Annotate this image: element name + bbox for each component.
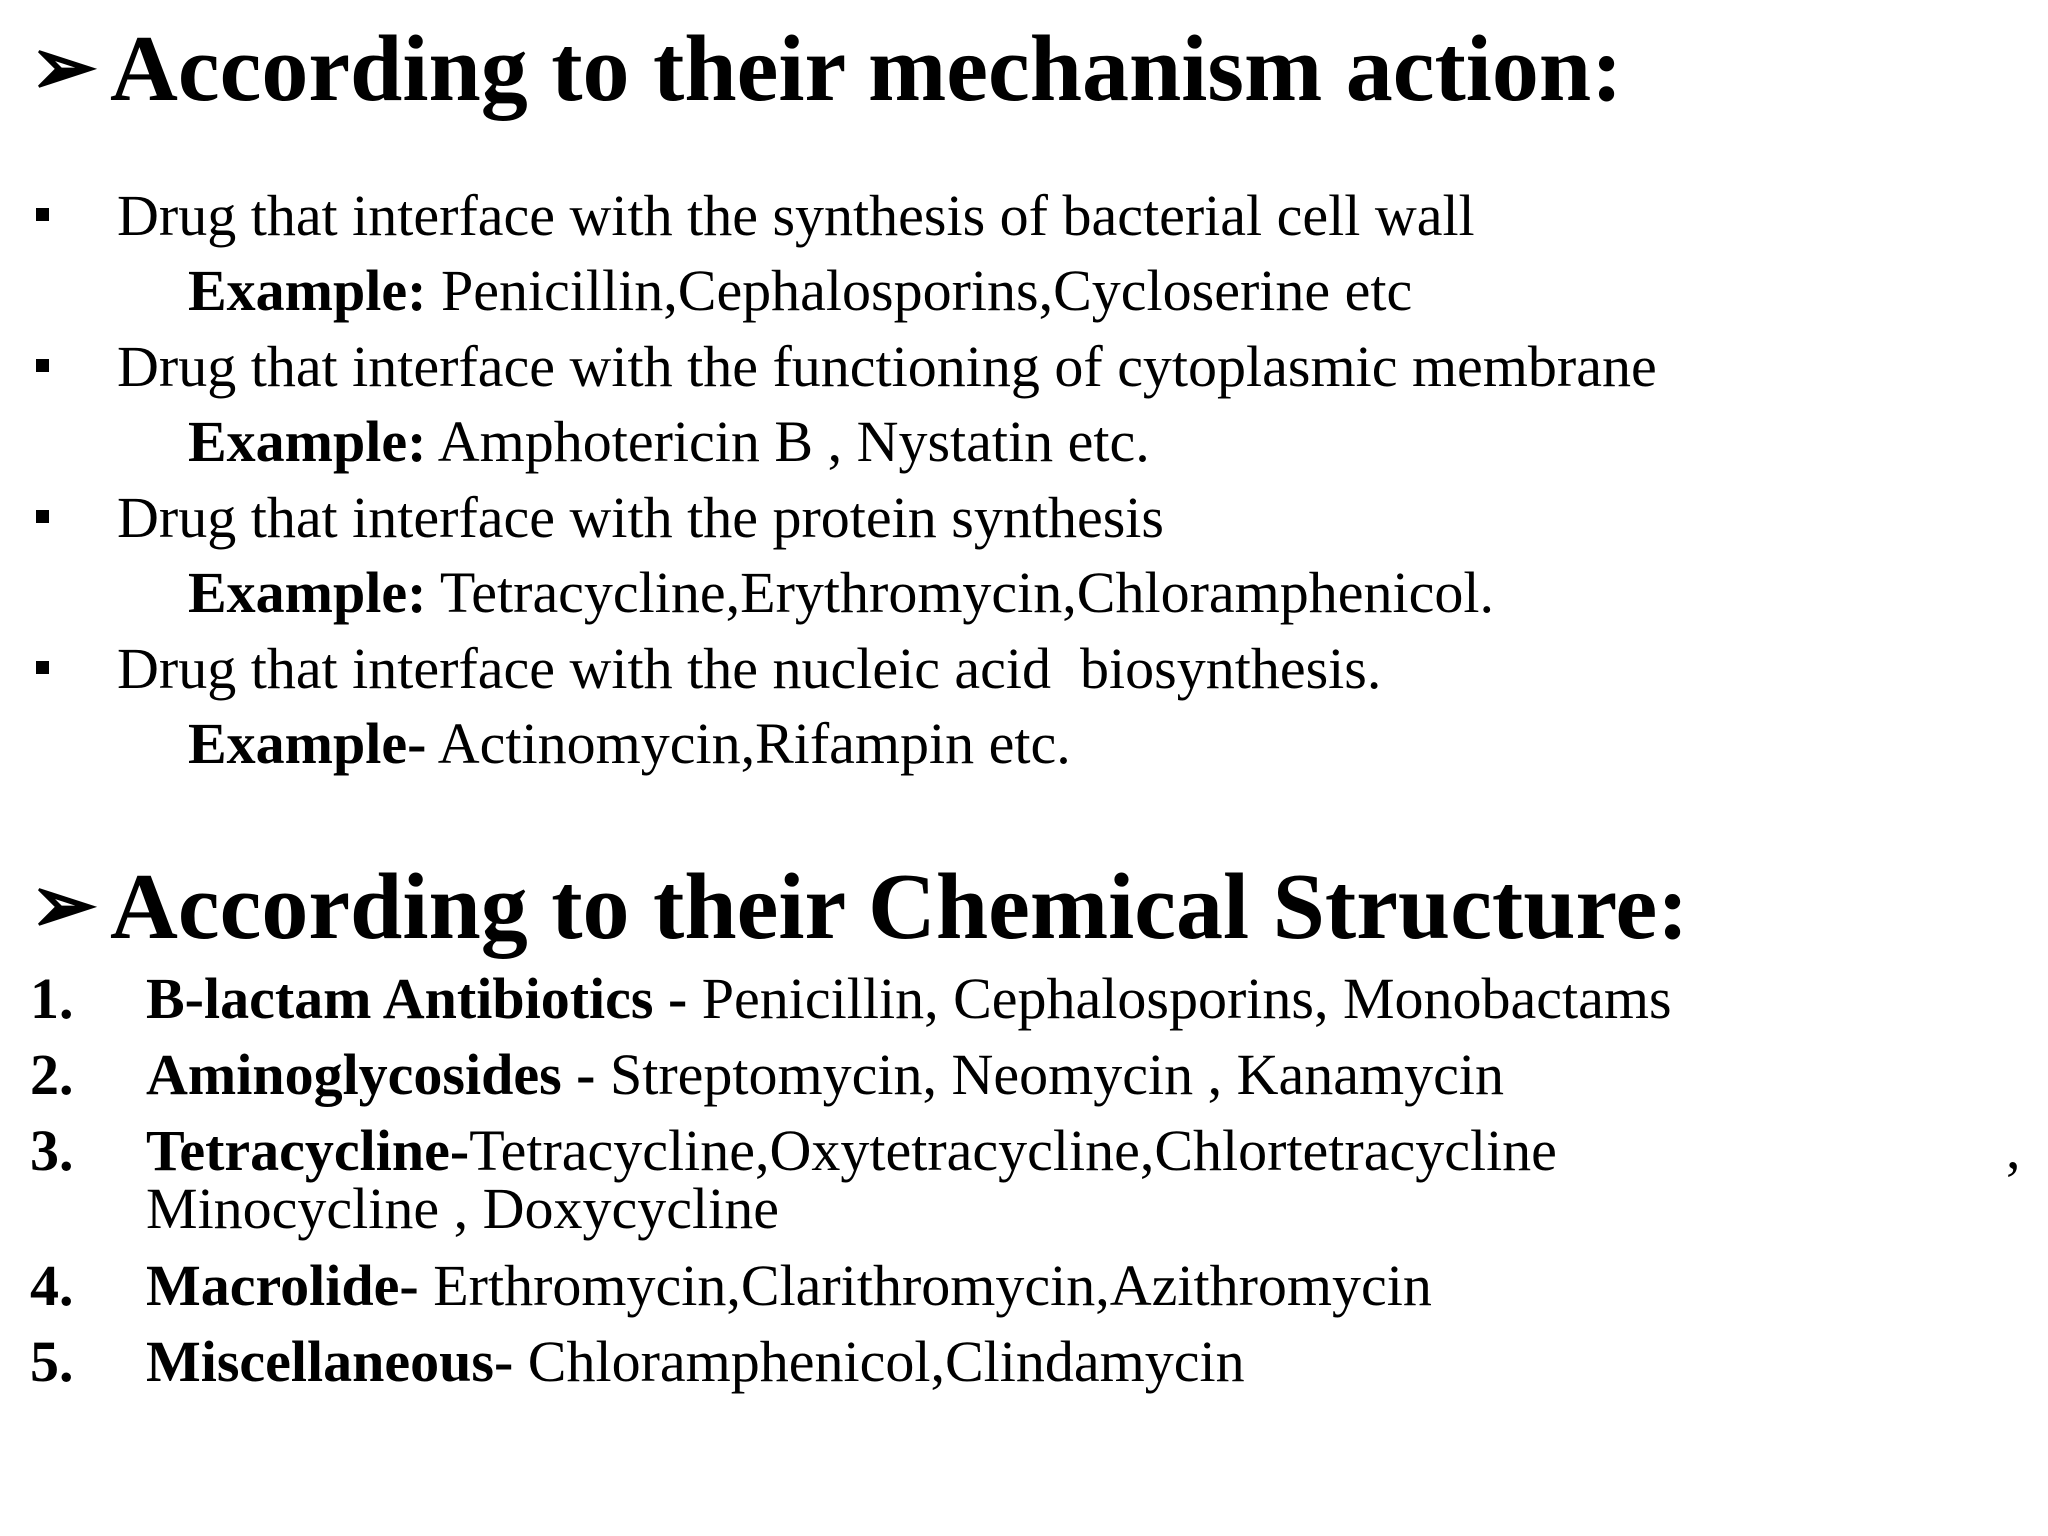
heading-text: According to their mechanism action: bbox=[110, 17, 1623, 121]
class-label: Tetracycline- bbox=[146, 1118, 470, 1183]
mechanism-example bbox=[188, 409, 1150, 474]
heading-mechanism-action bbox=[30, 17, 1623, 121]
mechanism-example bbox=[188, 711, 1071, 776]
arrow-bullet-icon: ➢ bbox=[30, 24, 98, 112]
example-text: Tetracycline,Erythromycin,Chloramphenicol. bbox=[426, 560, 1494, 625]
square-bullet-icon bbox=[36, 661, 49, 674]
heading-chemical-structure bbox=[30, 855, 1689, 959]
mechanism-item bbox=[30, 485, 1164, 550]
example-label: Example- bbox=[188, 711, 427, 776]
square-bullet-icon bbox=[36, 208, 49, 221]
example-label: Example: bbox=[188, 258, 427, 323]
mechanism-item-text: Drug that interface with the nucleic acid biosynthesis. bbox=[117, 636, 1382, 701]
class-label: Aminoglycosides - bbox=[146, 1042, 610, 1107]
item-number: 2. bbox=[30, 1042, 74, 1107]
mechanism-item-text: Drug that interface with the functioning of cytoplasmic membrane bbox=[117, 334, 1657, 399]
class-examples-continued: Minocycline , Doxycycline bbox=[146, 1176, 779, 1241]
mechanism-item bbox=[30, 636, 1382, 701]
trailing-comma: , bbox=[2006, 1116, 2021, 1181]
example-text: Actinomycin,Rifampin etc. bbox=[426, 711, 1071, 776]
mechanism-example bbox=[188, 258, 1413, 323]
example-text: Penicillin,Cephalosporins,Cycloserine etc bbox=[426, 258, 1413, 323]
class-examples: Streptomycin, Neomycin , Kanamycin bbox=[610, 1042, 1504, 1107]
example-text: Amphotericin B , Nystatin etc. bbox=[426, 409, 1150, 474]
mechanism-item-text: Drug that interface with the protein synthesis bbox=[117, 485, 1164, 550]
class-examples: Chloramphenicol,Clindamycin bbox=[527, 1329, 1245, 1394]
class-label: Miscellaneous- bbox=[146, 1329, 528, 1394]
class-examples: Penicillin, Cephalosporins, Monobactams bbox=[701, 966, 1672, 1031]
mechanism-example bbox=[188, 560, 1494, 625]
example-label: Example: bbox=[188, 409, 427, 474]
mechanism-item bbox=[30, 183, 1475, 248]
square-bullet-icon bbox=[36, 359, 49, 372]
mechanism-item bbox=[30, 334, 1657, 399]
class-examples: Tetracycline,Oxytetracycline,Chlortetracycline bbox=[469, 1118, 1557, 1183]
item-number: 4. bbox=[30, 1253, 74, 1318]
heading-text: According to their Chemical Structure: bbox=[110, 855, 1689, 959]
item-number: 3. bbox=[30, 1118, 74, 1183]
arrow-bullet-icon: ➢ bbox=[30, 862, 98, 950]
class-examples: Erthromycin,Clarithromycin,Azithromycin bbox=[433, 1253, 1432, 1318]
square-bullet-icon bbox=[36, 510, 49, 523]
class-label: B-lactam Antibiotics - bbox=[146, 966, 702, 1031]
item-number: 1. bbox=[30, 966, 74, 1031]
example-label: Example: bbox=[188, 560, 427, 625]
mechanism-item-text: Drug that interface with the synthesis of bacterial cell wall bbox=[117, 183, 1475, 248]
item-number: 5. bbox=[30, 1329, 74, 1394]
class-label: Macrolide- bbox=[146, 1253, 434, 1318]
